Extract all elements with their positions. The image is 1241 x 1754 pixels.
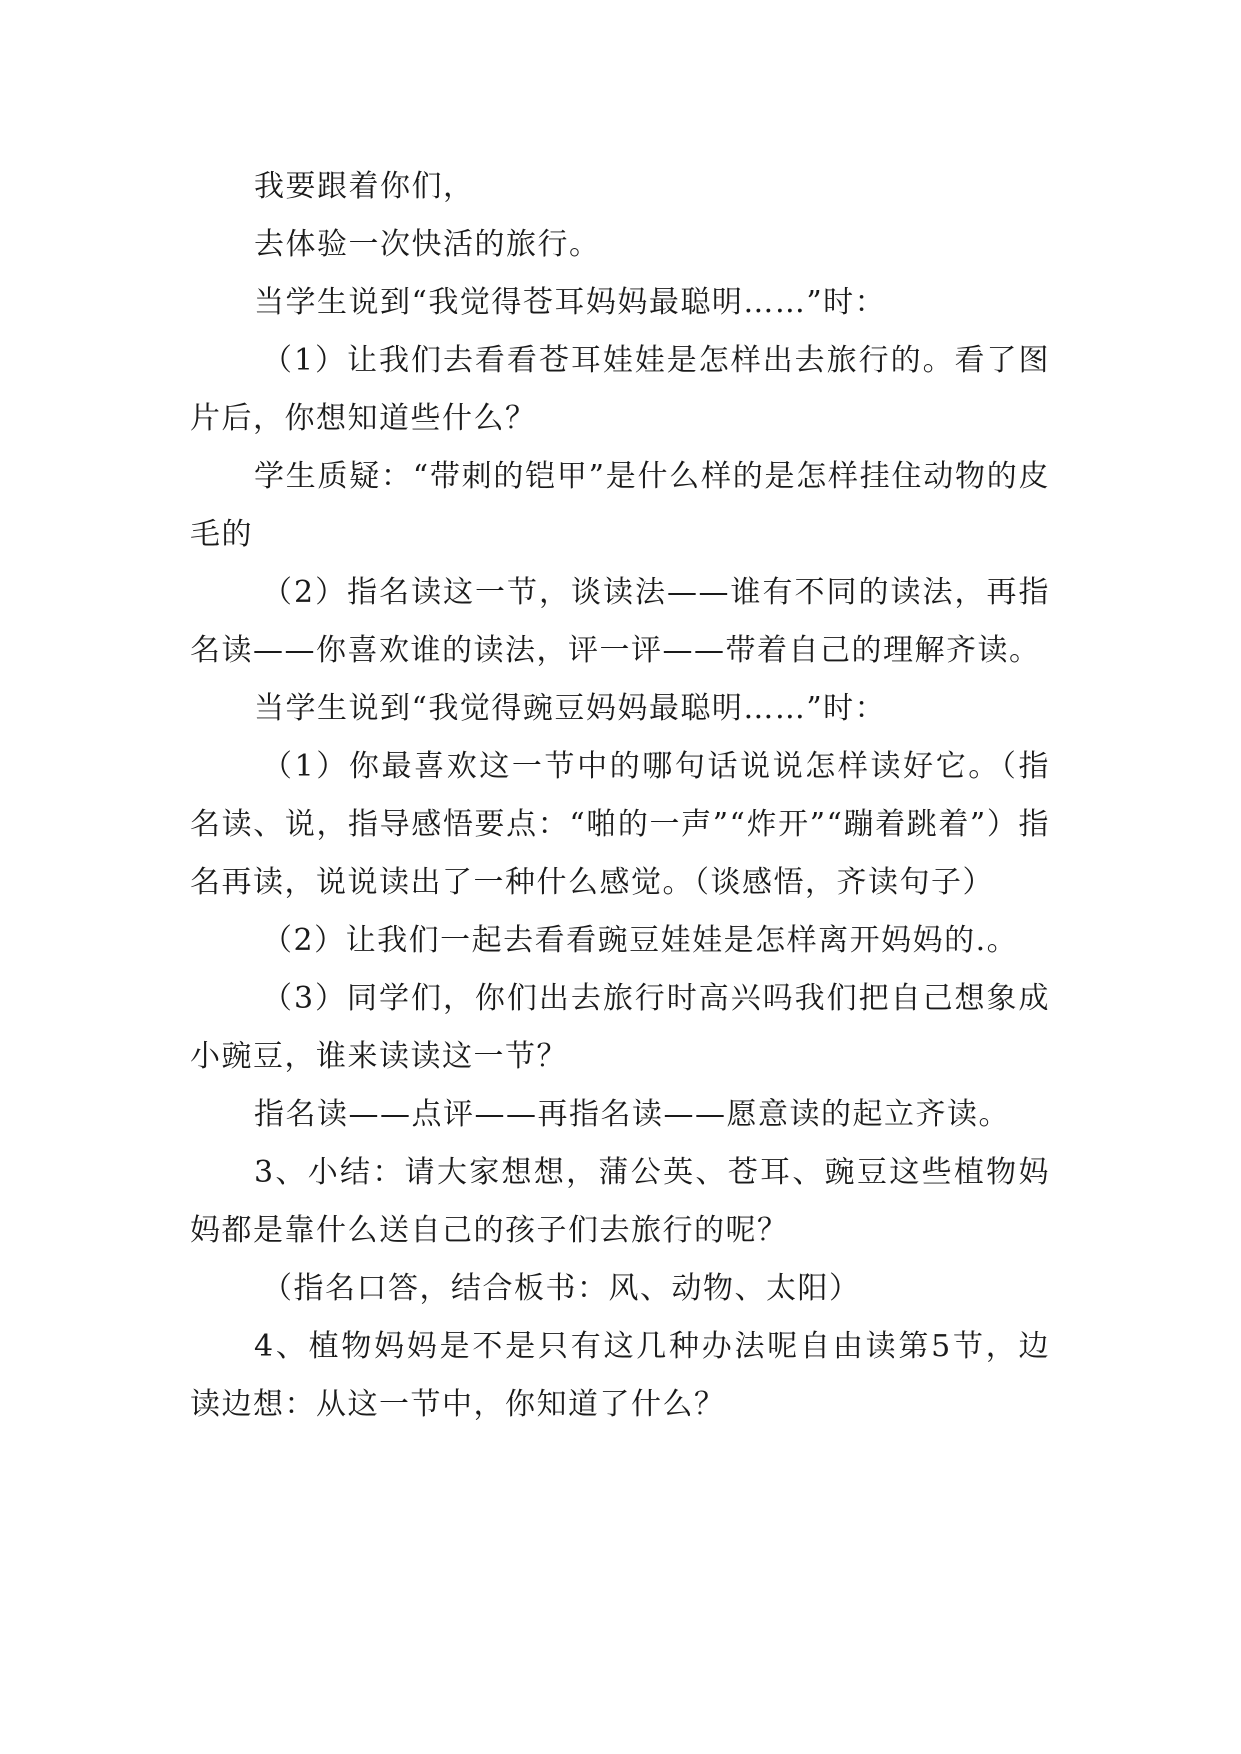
paragraph: （指名口答，结合板书：风、动物、太阳）: [262, 1271, 861, 1306]
paragraph: 去体验一次快活的旅行。: [254, 227, 601, 262]
paragraph: （2）让我们一起去看看豌豆娃娃是怎样离开妈妈的.。: [262, 923, 1019, 958]
paragraph: （3）同学们，你们出去旅行时高兴吗我们把自己想象成小豌豆，谁来读读这一节？: [190, 981, 1050, 1074]
paragraph: 学生质疑：“带刺的铠甲”是什么样的是怎样挂住动物的皮毛的: [190, 459, 1050, 552]
paragraph: （1）让我们去看看苍耳娃娃是怎样出去旅行的。看了图片后，你想知道些什么？: [190, 343, 1050, 436]
paragraph: 当学生说到“我觉得豌豆妈妈最聪明……”时：: [254, 691, 887, 726]
paragraph: （1）你最喜欢这一节中的哪句话说说怎样读好它。（指名读、说，指导感悟要点：“啪的一声”“炸开”“蹦着跳着”）指名再读，说说读出了一种什么感觉。（谈感悟，齐读句子）: [190, 749, 1050, 900]
paragraph: 当学生说到“我觉得苍耳妈妈最聪明……”时：: [254, 285, 887, 320]
paragraph: 3、小结：请大家想想，蒲公英、苍耳、豌豆这些植物妈妈都是靠什么送自己的孩子们去旅行的呢？: [190, 1155, 1050, 1248]
document-body: [190, 158, 1050, 1434]
paragraph: 4、植物妈妈是不是只有这几种办法呢自由读第5节，边读边想：从这一节中，你知道了什么？: [190, 1329, 1050, 1422]
paragraph: （2）指名读这一节，谈读法——谁有不同的读法，再指名读——你喜欢谁的读法，评一评——带着自己的理解齐读。: [190, 575, 1050, 668]
paragraph: 指名读——点评——再指名读——愿意读的起立齐读。: [254, 1097, 1010, 1132]
paragraph: 我要跟着你们，: [254, 169, 475, 204]
